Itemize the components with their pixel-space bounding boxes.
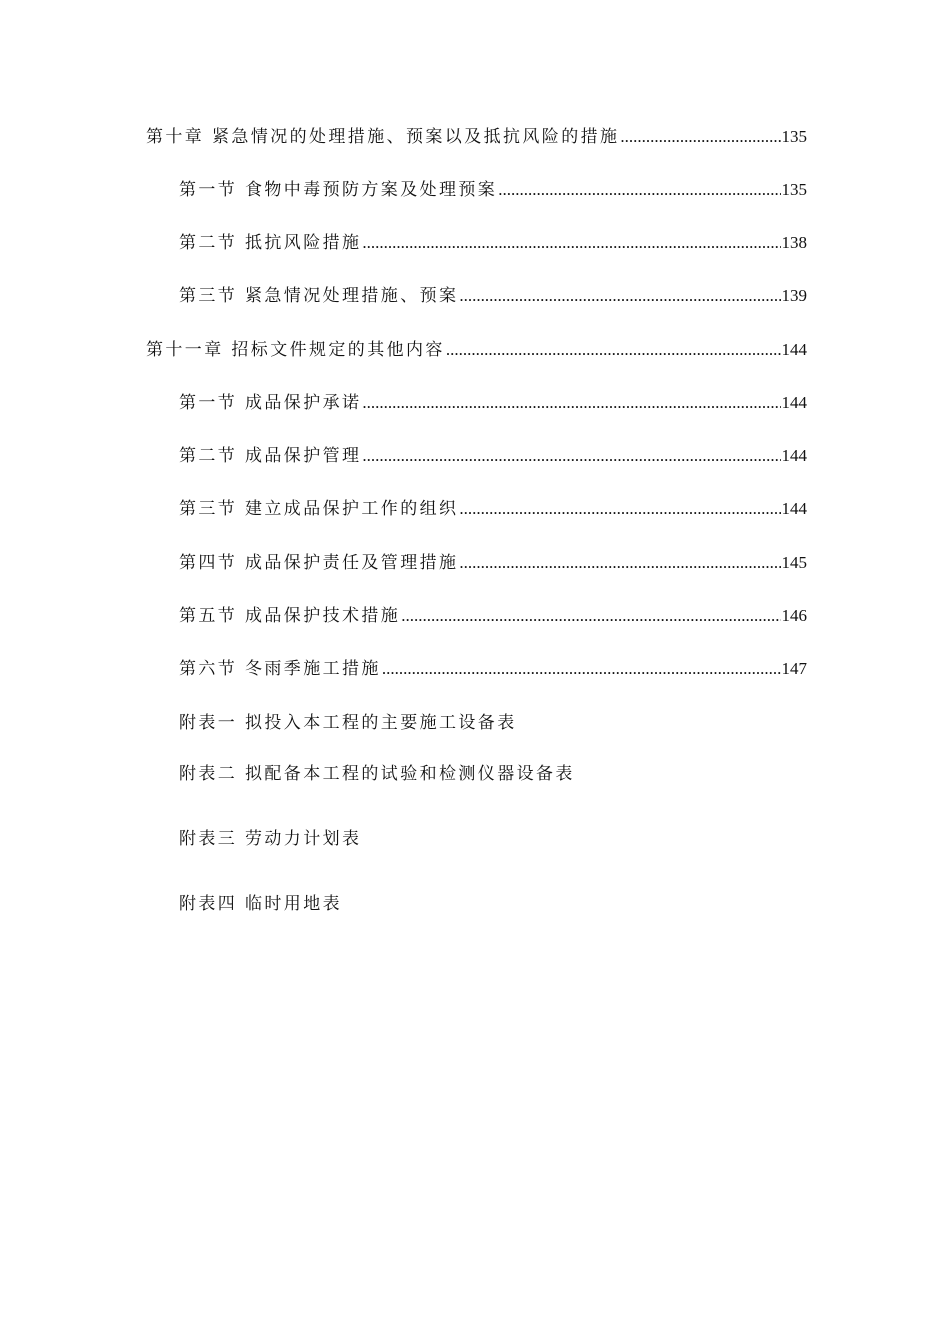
toc-entry-label: 第三节 建立成品保护工作的组织 [179,499,459,519]
toc-entry-section[interactable] [179,178,807,202]
toc-entry-section[interactable] [179,551,807,575]
toc-entry-page: 135 [781,127,807,146]
appendix-item: 附表二 拟配备本工程的试验和检测仪器设备表 [179,764,575,784]
toc-leader-dots [498,178,780,202]
toc-entry-page: 144 [781,499,807,518]
toc-entry-page: 144 [781,340,807,359]
toc-leader-dots [620,125,780,149]
toc-entry-label: 第五节 成品保护技术措施 [179,606,401,626]
toc-leader-dots [362,391,780,415]
toc-leader-dots [446,338,781,362]
appendix-item: 附表三 劳动力计划表 [179,829,362,849]
toc-entry-section[interactable] [179,497,807,521]
toc-entry-page: 139 [781,286,807,305]
toc-entry-page: 138 [781,233,807,252]
toc-entry-label: 第三节 紧急情况处理措施、预案 [179,286,459,306]
toc-leader-dots [401,604,780,628]
toc-entry-section[interactable] [179,604,807,628]
toc-entry-section[interactable] [179,444,807,468]
toc-entry-label: 第一节 食物中毒预防方案及处理预案 [179,180,498,200]
toc-entry-label: 第六节 冬雨季施工措施 [179,659,381,679]
toc-entry-page: 147 [781,659,807,678]
toc-entry-page: 144 [781,393,807,412]
toc-entry-section[interactable] [179,657,807,681]
toc-entry-page: 146 [781,606,807,625]
toc-leader-dots [382,657,781,681]
appendix-item: 附表四 临时用地表 [179,894,343,914]
toc-leader-dots [459,497,780,521]
toc-entry-page: 135 [781,180,807,199]
toc-entry-chapter-11[interactable] [146,338,807,362]
toc-entry-label: 第二节 成品保护管理 [179,446,362,466]
toc-leader-dots [362,231,780,255]
toc-leader-dots [459,551,780,575]
appendix-item: 附表一 拟投入本工程的主要施工设备表 [179,713,517,733]
toc-entry-label: 第四节 成品保护责任及管理措施 [179,553,459,573]
toc-entry-section[interactable] [179,231,807,255]
toc-entry-label: 第十章 紧急情况的处理措施、预案以及抵抗风险的措施 [146,127,620,147]
toc-entry-page: 144 [781,446,807,465]
toc-leader-dots [459,284,780,308]
toc-entry-label: 第十一章 招标文件规定的其他内容 [146,340,445,360]
toc-entry-page: 145 [781,553,807,572]
toc-entry-chapter-10[interactable] [146,125,807,149]
toc-leader-dots [362,444,780,468]
toc-entry-section[interactable] [179,284,807,308]
toc-entry-section[interactable] [179,391,807,415]
toc-entry-label: 第一节 成品保护承诺 [179,393,362,413]
toc-entry-label: 第二节 抵抗风险措施 [179,233,362,253]
